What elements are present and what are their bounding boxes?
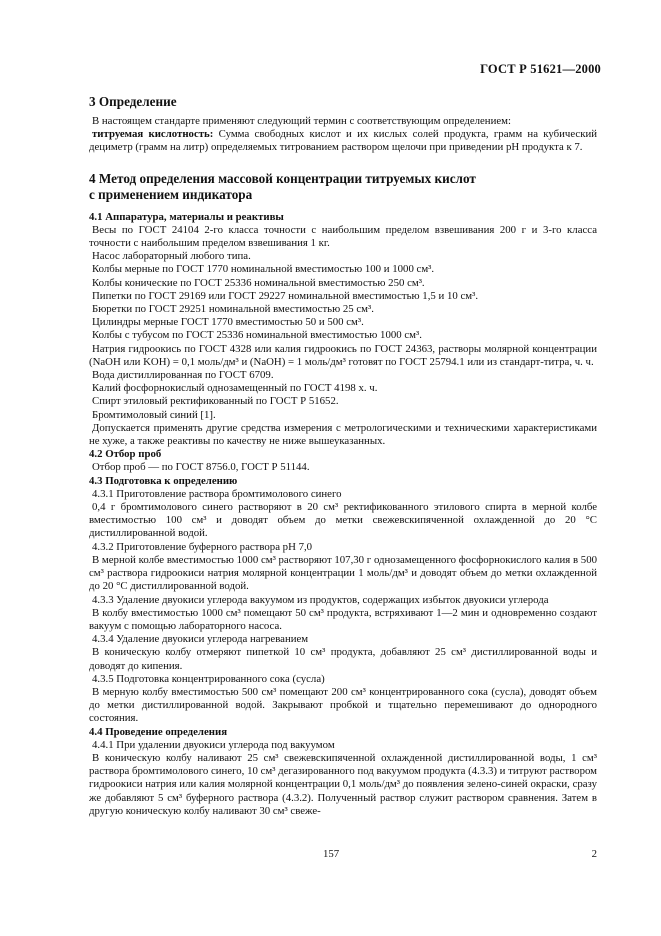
item-4-3-2-text: В мерной колбе вместимостью 1000 см³ растворяют 107,30 г однозамещенного фосфорнокислого калия в 500 см³ раствора гидроокиси натрия молярной концентрации 1 моль/дм³ и доводят объем до метки охлажденной до 20 °С дистиллированной водой.	[89, 553, 597, 593]
item-4-3-4-title: 4.3.4 Удаление двуокиси углерода нагреванием	[92, 633, 309, 646]
subsection-4-2-title: 4.2 Отбор проб	[89, 448, 162, 461]
term-definition	[89, 128, 597, 154]
equipment-item: Вода дистиллированная по ГОСТ 6709.	[92, 369, 274, 382]
equipment-item: Пипетки по ГОСТ 29169 или ГОСТ 29227 номинальной вместимостью 1,5 и 10 см³.	[92, 289, 479, 302]
equipment-item: Цилиндры мерные ГОСТ 1770 вместимостью 50 и 500 см³.	[92, 316, 364, 329]
subsection-4-1-title: 4.1 Аппаратура, материалы и реактивы	[89, 210, 284, 223]
section-4-title-line2: с применением индикатора	[89, 186, 253, 202]
item-4-3-2-title: 4.3.2 Приготовление буферного раствора рН 7,0	[92, 540, 313, 553]
item-4-4-1-text: В коническую колбу наливают 25 см³ свежевскипяченной охлажденной дистиллированной воды, 1 см³ раствора бромтимолового синего, 10 см³ дегазированного под вакуумом продукта (4.3.3) и титруют раствором гидроокиси натрия или калия молярной концентрации 0,1 моль/дм³ до появления зелено-синей окраски, сразу же добавляют 5 см³ буферного раствора (4.3.2). Полученный раствор служит раствором сравнения. Затем в другую коническую колбу наливают 30 см³ свеже-	[89, 751, 598, 817]
item-4-3-4-text: В коническую колбу отмеряют пипеткой 10 см³ продукта, добавляют 25 см³ дистиллированной воды и доводят до кипения.	[89, 646, 597, 672]
item-4-3-1-text: 0,4 г бромтимолового синего растворяют в 20 см³ ректификованного этилового спирта в мерной колбе вместимостью 100 см³ и доводят объем до метки свежевскипяченной охлажденной до 20 °С дистиллированной водой.	[89, 501, 597, 540]
equipment-item: Бромтимоловый синий [1].	[92, 408, 216, 421]
subsection-4-2-text: Отбор проб — по ГОСТ 8756.0, ГОСТ Р 51144.	[92, 461, 310, 474]
term: титруемая кислотность:	[92, 128, 214, 141]
equipment-item: Весы по ГОСТ 24104 2-го класса точности с наибольшим пределом взвешивания 200 г и 3-го класса точности с наибольшим пределом взвешивания 1 кг.	[89, 223, 597, 250]
equipment-item: Бюретки по ГОСТ 29251 номинальной вместимостью 25 см³.	[92, 303, 374, 316]
section-3-title: 3 Определение	[89, 94, 177, 109]
document-body	[89, 94, 597, 818]
equipment-list	[89, 224, 597, 448]
equipment-item: Натрия гидроокись по ГОСТ 4328 или калия гидроокись по ГОСТ 24363, растворы молярной концентрации (NaOH или KOH) = 0,1 моль/дм³ и (NaOH) = 1 моль/дм³ готовят по ГОСТ 25794.1 или из стандарт-титра, ч. ч.	[89, 342, 597, 368]
page-number: 157	[323, 848, 340, 860]
equipment-item: Калий фосфорнокислый однозамещенный по ГОСТ 4198 х. ч.	[92, 382, 378, 395]
item-4-3-1-title: 4.3.1 Приготовление раствора бромтимолового синего	[92, 487, 342, 500]
subsection-4-4-title: 4.4 Проведение определения	[89, 725, 228, 738]
item-4-4-1-title: 4.4.1 При удалении двуокиси углерода под вакуумом	[92, 738, 335, 751]
item-4-3-5-title: 4.3.5 Подготовка концентрированного сока (сусла)	[92, 672, 325, 685]
document-header: ГОСТ Р 51621—2000	[480, 62, 601, 76]
equipment-item: Колбы с тубусом по ГОСТ 25336 номинальной вместимостью 1000 см³.	[92, 329, 422, 342]
equipment-item: Колбы конические по ГОСТ 25336 номинальной вместимостью 250 см³.	[92, 276, 425, 289]
equipment-item: Колбы мерные по ГОСТ 1770 номинальной вместимостью 100 и 1000 см³.	[92, 263, 435, 276]
section-4-title-line1: 4 Метод определения массовой концентрации титруемых кислот	[89, 170, 476, 186]
section-3-intro: В настоящем стандарте применяют следующий термин с соответствующим определением:	[92, 115, 511, 127]
item-4-3-3-title: 4.3.3 Удаление двуокиси углерода вакуумом из продуктов, содержащих избыток двуокиси углерода	[92, 593, 549, 606]
sheet-number: 2	[591, 848, 597, 860]
item-4-3-5-text: В мерную колбу вместимостью 500 см³ помещают 200 см³ концентрированного сока (сусла), доводят объем до метки дистиллированной водой. Закрывают пробкой и тщательно перемешивают до однородного состояния.	[89, 685, 597, 725]
section-4-title	[89, 171, 597, 203]
equipment-item: Насос лабораторный любого типа.	[92, 250, 251, 263]
equipment-item: Допускается применять другие средства измерения с метрологическими и техническими характеристиками не хуже, а также реактивы по качеству не ниже вышеуказанных.	[89, 421, 597, 448]
item-4-3-3-text: В колбу вместимостью 1000 см³ помещают 50 см³ продукта, встряхивают 1—2 мин и одновременно создают вакуум с помощью лабораторного насоса.	[89, 606, 597, 632]
equipment-item: Спирт этиловый ректификованный по ГОСТ Р 51652.	[92, 395, 339, 408]
subsection-4-3-title: 4.3 Подготовка к определению	[89, 474, 238, 487]
term-text: Сумма свободных кислот и их кислых солей продукта, грамм на кубический дециметр (грамм на литр) определяемых титрованием раствором щелочи при приведении рН продукта к 7.	[89, 128, 598, 154]
